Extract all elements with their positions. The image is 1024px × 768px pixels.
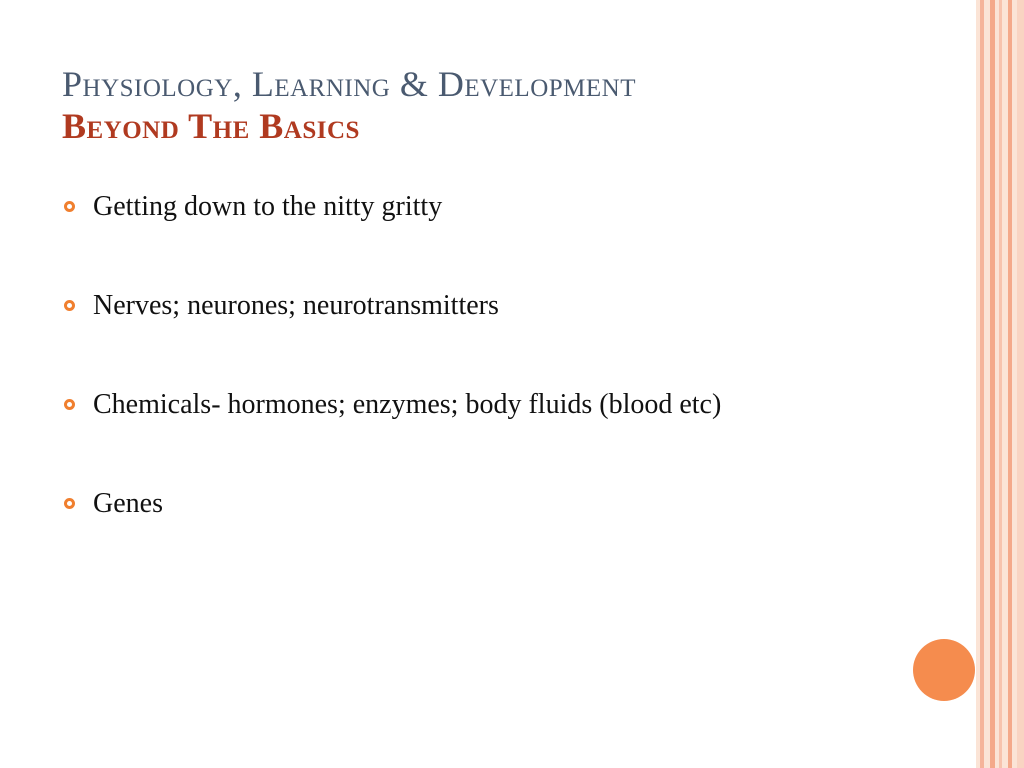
bullet-text: Getting down to the nitty gritty [93,191,443,222]
title-main: Physiology, Learning & Development [62,64,636,104]
ring-bullet-icon [64,498,75,509]
title-subtitle: Beyond The Basics [62,106,360,146]
bullet-text: Chemicals- hormones; enzymes; body fluids (blood etc) [93,389,722,420]
bullet-item [62,187,922,227]
decorative-stripe [999,0,1002,768]
decorative-circle [913,639,975,701]
decorative-stripe [990,0,995,768]
bullet-item [62,286,922,326]
bullet-item [62,484,922,524]
bullet-text: Nerves; neurones; neurotransmitters [93,290,499,321]
bullet-item [62,385,922,425]
bullet-list [62,187,922,583]
ring-bullet-icon [64,399,75,410]
ring-bullet-icon [64,201,75,212]
ring-bullet-icon [64,300,75,311]
decorative-stripe [980,0,984,768]
decorative-stripe [1008,0,1012,768]
decorative-stripe [1017,0,1024,768]
slide-title [62,63,942,147]
bullet-text: Genes [93,488,163,519]
